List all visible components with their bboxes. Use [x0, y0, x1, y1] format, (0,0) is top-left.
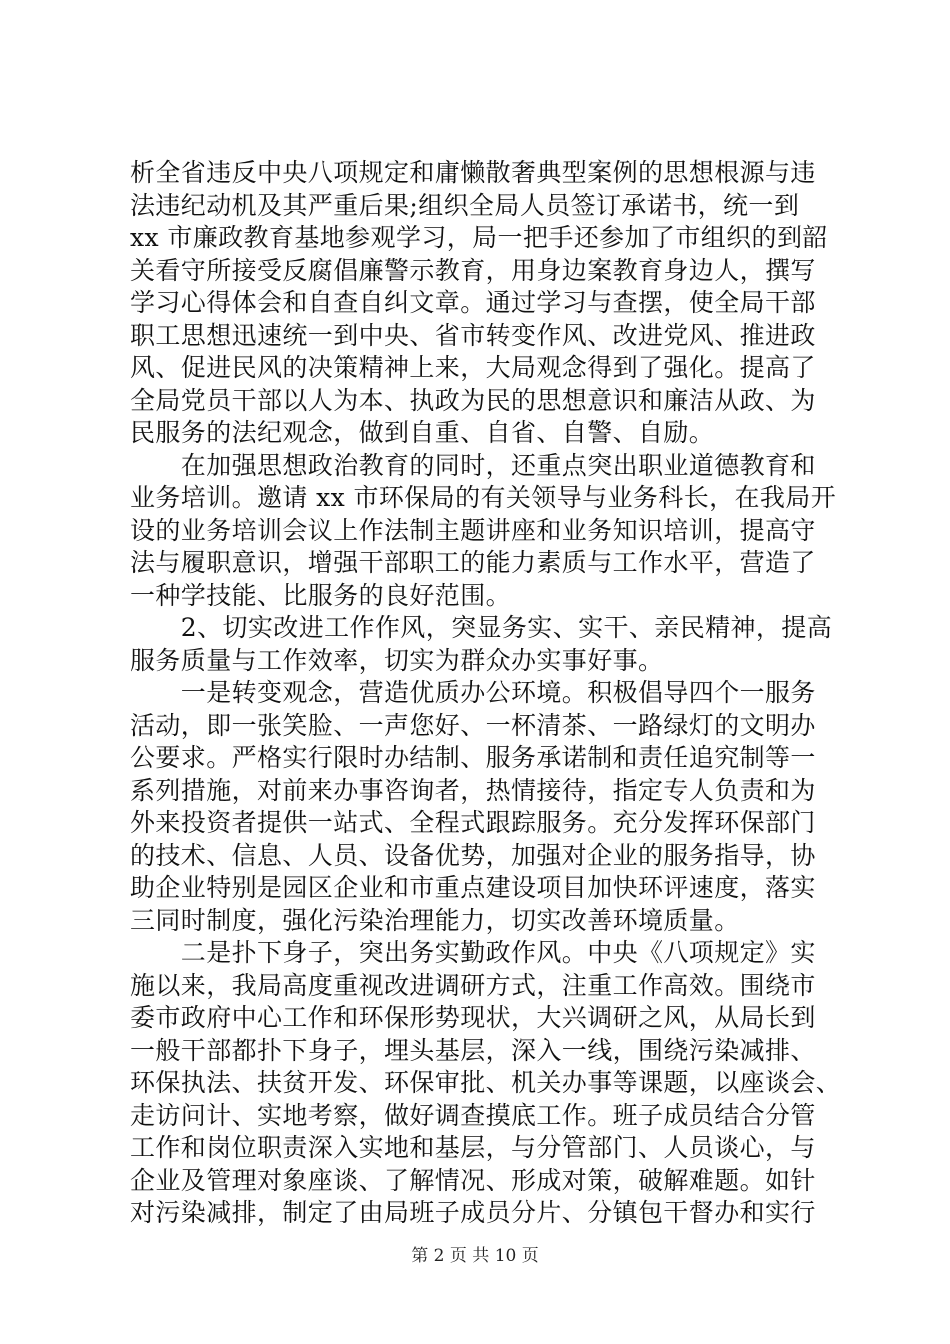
- page-number-footer: 第 2 页 共 10 页: [411, 1246, 539, 1266]
- text-line: 服务质量与工作效率，切实为群众办实事好事。: [130, 645, 664, 675]
- text-line: xx 市廉政教育基地参观学习，局一把手还参加了市组织的到韶: [130, 223, 828, 252]
- text-line: 对污染减排，制定了由局班子成员分片、分镇包干督办和实行: [130, 1198, 816, 1227]
- text-line: 风、促进民风的决策精神上来，大局观念得到了强化。提高了: [130, 353, 816, 382]
- text-line: 关看守所接受反腐倡廉警示教育，用身边案教育身边人，撰写: [130, 255, 816, 285]
- text-line: 2、切实改进工作作风，突显务实、实干、亲民精神，提高: [130, 613, 833, 642]
- text-line: 系列措施，对前来办事咨询者，热情接待，指定专人负责和为: [130, 775, 816, 805]
- text-line: 二是扑下身子，突出务实勤政作风。中央《八项规定》实: [130, 938, 816, 967]
- text-line: 一种学技能、比服务的良好范围。: [130, 580, 512, 610]
- document-body: [130, 157, 842, 1230]
- text-line: 职工思想迅速统一到中央、省市转变作风、改进党风、推进政: [130, 320, 816, 350]
- text-line: 三同时制度，强化污染治理能力，切实改善环境质量。: [130, 905, 740, 935]
- text-line: 活动，即一张笑脸、一声您好、一杯清茶、一路绿灯的文明办: [130, 710, 816, 740]
- text-line: 法与履职意识，增强干部职工的能力素质与工作水平，营造了: [130, 548, 816, 577]
- text-line: 环保执法、扶贫开发、环保审批、机关办事等课题，以座谈会、: [130, 1068, 842, 1097]
- text-line: 析全省违反中央八项规定和庸懒散奢典型案例的思想根源与违: [130, 158, 816, 187]
- text-line: 外来投资者提供一站式、全程式跟踪服务。充分发挥环保部门: [130, 808, 816, 837]
- text-line: 学习心得体会和自查自纠文章。通过学习与查摆，使全局干部: [130, 288, 816, 317]
- text-line: 在加强思想政治教育的同时，还重点突出职业道德教育和: [130, 450, 816, 480]
- text-line: 公要求。严格实行限时办结制、服务承诺制和责任追究制等一: [130, 743, 816, 772]
- text-line: 业务培训。邀请 xx 市环保局的有关领导与业务科长，在我局开: [130, 483, 837, 512]
- text-line: 法违纪动机及其严重后果;组织全局人员签订承诺书，统一到: [130, 190, 800, 220]
- text-line: 民服务的法纪观念，做到自重、自省、自警、自励。: [130, 418, 715, 447]
- text-line: 设的业务培训会议上作法制主题讲座和业务知识培训，提高守: [130, 515, 816, 545]
- text-line: 一是转变观念，营造优质办公环境。积极倡导四个一服务: [130, 678, 816, 707]
- text-line: 走访问计、实地考察，做好调查摸底工作。班子成员结合分管: [130, 1100, 816, 1130]
- text-line: 施以来，我局高度重视改进调研方式，注重工作高效。围绕市: [130, 970, 816, 1000]
- text-line: 的技术、信息、人员、设备优势，加强对企业的服务指导，协: [130, 840, 816, 870]
- text-line: 一般干部都扑下身子，埋头基层，深入一线，围绕污染减排、: [130, 1035, 816, 1065]
- text-line: 企业及管理对象座谈、了解情况、形成对策，破解难题。如针: [130, 1165, 816, 1195]
- text-line: 委市政府中心工作和环保形势现状，大兴调研之风，从局长到: [130, 1003, 816, 1032]
- text-line: 工作和岗位职责深入实地和基层，与分管部门、人员谈心，与: [130, 1133, 816, 1162]
- text-line: 全局党员干部以人为本、执政为民的思想意识和廉洁从政、为: [130, 385, 816, 415]
- text-line: 助企业特别是园区企业和市重点建设项目加快环评速度，落实: [130, 873, 816, 902]
